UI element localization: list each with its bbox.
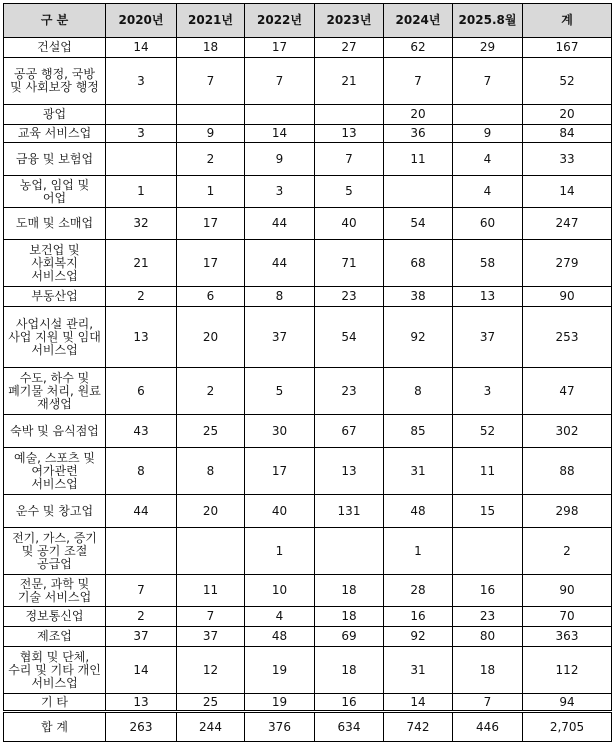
cell-2024: 16	[384, 607, 453, 627]
cell-2023: 23	[315, 368, 384, 415]
row-label: 협회 및 단체, 수리 및 기타 개인 서비스업	[4, 647, 106, 694]
cell-2022: 17	[245, 448, 315, 495]
cell-2023: 71	[315, 240, 384, 287]
table-row	[4, 307, 612, 368]
total-cell-2021: 244	[177, 712, 245, 742]
cell-2022: 10	[245, 575, 315, 607]
cell-total: 298	[523, 495, 612, 528]
row-label: 사업시설 관리, 사업 지원 및 임대 서비스업	[4, 307, 106, 368]
cell-2021	[177, 528, 245, 575]
cell-2021: 20	[177, 495, 245, 528]
industry-year-table	[3, 3, 612, 742]
row-label: 농업, 임업 및 어업	[4, 176, 106, 208]
cell-2020: 13	[106, 694, 177, 712]
cell-2022	[245, 105, 315, 125]
cell-2021: 7	[177, 607, 245, 627]
cell-total: 88	[523, 448, 612, 495]
cell-2020: 21	[106, 240, 177, 287]
cell-2025-aug: 29	[453, 38, 523, 58]
cell-2020: 37	[106, 627, 177, 647]
cell-2024: 31	[384, 647, 453, 694]
row-label: 전문, 과학 및 기술 서비스업	[4, 575, 106, 607]
row-label: 전기, 가스, 증기 및 공기 조절 공급업	[4, 528, 106, 575]
cell-2021: 17	[177, 208, 245, 240]
row-label: 교육 서비스업	[4, 125, 106, 143]
table-row	[4, 448, 612, 495]
cell-2022: 4	[245, 607, 315, 627]
cell-total: 20	[523, 105, 612, 125]
cell-2020: 6	[106, 368, 177, 415]
cell-2023: 27	[315, 38, 384, 58]
cell-2022: 3	[245, 176, 315, 208]
cell-total: 247	[523, 208, 612, 240]
cell-total: 47	[523, 368, 612, 415]
cell-2023: 13	[315, 125, 384, 143]
cell-total: 2	[523, 528, 612, 575]
cell-2025-aug: 7	[453, 694, 523, 712]
row-label: 운수 및 창고업	[4, 495, 106, 528]
cell-2024: 7	[384, 58, 453, 105]
header-row	[4, 4, 612, 38]
cell-2024	[384, 176, 453, 208]
cell-2025-aug: 15	[453, 495, 523, 528]
header-category: 구 분	[4, 4, 106, 38]
cell-2025-aug	[453, 528, 523, 575]
cell-2022: 1	[245, 528, 315, 575]
total-row	[4, 712, 612, 742]
cell-2024: 20	[384, 105, 453, 125]
cell-2025-aug: 4	[453, 176, 523, 208]
cell-2020: 2	[106, 287, 177, 307]
cell-2024: 92	[384, 627, 453, 647]
header-2025-aug: 2025.8월	[453, 4, 523, 38]
cell-2020: 14	[106, 38, 177, 58]
cell-2023: 67	[315, 415, 384, 448]
table-row	[4, 240, 612, 287]
cell-2021: 2	[177, 143, 245, 176]
cell-total: 33	[523, 143, 612, 176]
cell-2021: 25	[177, 415, 245, 448]
header-2020: 2020년	[106, 4, 177, 38]
cell-2023: 21	[315, 58, 384, 105]
header-total: 계	[523, 4, 612, 38]
cell-total: 279	[523, 240, 612, 287]
cell-2024: 11	[384, 143, 453, 176]
cell-2021: 9	[177, 125, 245, 143]
header-2023: 2023년	[315, 4, 384, 38]
table-row	[4, 627, 612, 647]
cell-2025-aug: 4	[453, 143, 523, 176]
cell-2022: 44	[245, 240, 315, 287]
cell-2021: 8	[177, 448, 245, 495]
cell-total: 90	[523, 287, 612, 307]
cell-2022: 30	[245, 415, 315, 448]
cell-total: 167	[523, 38, 612, 58]
cell-total: 70	[523, 607, 612, 627]
table-row	[4, 125, 612, 143]
table-row	[4, 105, 612, 125]
cell-2020: 14	[106, 647, 177, 694]
cell-2023: 13	[315, 448, 384, 495]
table-body	[4, 38, 612, 742]
row-label: 수도, 하수 및 폐기물 처리, 원료 재생업	[4, 368, 106, 415]
cell-2024: 38	[384, 287, 453, 307]
cell-2024: 68	[384, 240, 453, 287]
cell-2023	[315, 105, 384, 125]
table-row	[4, 575, 612, 607]
cell-2021: 11	[177, 575, 245, 607]
table-row	[4, 368, 612, 415]
row-label: 정보통신업	[4, 607, 106, 627]
cell-2023: 40	[315, 208, 384, 240]
cell-2025-aug: 58	[453, 240, 523, 287]
cell-2023: 69	[315, 627, 384, 647]
cell-2021: 2	[177, 368, 245, 415]
cell-2021: 12	[177, 647, 245, 694]
cell-2024: 85	[384, 415, 453, 448]
cell-2023: 5	[315, 176, 384, 208]
table-row	[4, 694, 612, 712]
cell-2021: 1	[177, 176, 245, 208]
cell-2023: 23	[315, 287, 384, 307]
table-row	[4, 143, 612, 176]
cell-total: 84	[523, 125, 612, 143]
cell-total: 112	[523, 647, 612, 694]
row-label: 도매 및 소매업	[4, 208, 106, 240]
cell-2022: 14	[245, 125, 315, 143]
cell-2024: 36	[384, 125, 453, 143]
cell-2025-aug: 80	[453, 627, 523, 647]
cell-2022: 48	[245, 627, 315, 647]
cell-2021: 20	[177, 307, 245, 368]
cell-2025-aug: 60	[453, 208, 523, 240]
cell-2022: 19	[245, 647, 315, 694]
table-row	[4, 58, 612, 105]
total-cell-2025-aug: 446	[453, 712, 523, 742]
cell-2024: 1	[384, 528, 453, 575]
cell-2020: 32	[106, 208, 177, 240]
cell-2022: 17	[245, 38, 315, 58]
cell-2022: 7	[245, 58, 315, 105]
cell-2022: 37	[245, 307, 315, 368]
cell-2021: 25	[177, 694, 245, 712]
cell-2023: 16	[315, 694, 384, 712]
cell-2025-aug: 9	[453, 125, 523, 143]
cell-2021: 7	[177, 58, 245, 105]
cell-2020	[106, 143, 177, 176]
cell-2022: 44	[245, 208, 315, 240]
cell-total: 94	[523, 694, 612, 712]
cell-2022: 19	[245, 694, 315, 712]
cell-2020: 3	[106, 125, 177, 143]
cell-2020	[106, 528, 177, 575]
total-cell-2022: 376	[245, 712, 315, 742]
cell-2023: 18	[315, 607, 384, 627]
row-label: 예술, 스포츠 및 여가관련 서비스업	[4, 448, 106, 495]
total-cell-2020: 263	[106, 712, 177, 742]
cell-2020: 2	[106, 607, 177, 627]
cell-2022: 9	[245, 143, 315, 176]
cell-total: 14	[523, 176, 612, 208]
total-cell-2023: 634	[315, 712, 384, 742]
cell-2022: 8	[245, 287, 315, 307]
cell-2020: 13	[106, 307, 177, 368]
row-label: 숙박 및 음식점업	[4, 415, 106, 448]
cell-2020: 8	[106, 448, 177, 495]
cell-2021	[177, 105, 245, 125]
cell-2024: 92	[384, 307, 453, 368]
cell-2024: 54	[384, 208, 453, 240]
cell-2024: 62	[384, 38, 453, 58]
cell-2020: 3	[106, 58, 177, 105]
cell-2020: 44	[106, 495, 177, 528]
table-row	[4, 208, 612, 240]
cell-2025-aug: 16	[453, 575, 523, 607]
cell-2024: 28	[384, 575, 453, 607]
cell-total: 363	[523, 627, 612, 647]
cell-2023: 18	[315, 647, 384, 694]
cell-total: 253	[523, 307, 612, 368]
row-label: 보건업 및 사회복지 서비스업	[4, 240, 106, 287]
row-label: 공공 행정, 국방 및 사회보장 행정	[4, 58, 106, 105]
cell-2021: 6	[177, 287, 245, 307]
cell-2024: 31	[384, 448, 453, 495]
cell-2024: 8	[384, 368, 453, 415]
cell-2025-aug: 7	[453, 58, 523, 105]
table-row	[4, 528, 612, 575]
table-row	[4, 415, 612, 448]
cell-total: 90	[523, 575, 612, 607]
cell-2022: 40	[245, 495, 315, 528]
cell-2020: 7	[106, 575, 177, 607]
stats-table-container	[3, 3, 612, 742]
cell-2023: 18	[315, 575, 384, 607]
cell-2024: 14	[384, 694, 453, 712]
cell-2023	[315, 528, 384, 575]
cell-2024: 48	[384, 495, 453, 528]
cell-2025-aug: 52	[453, 415, 523, 448]
cell-2025-aug: 37	[453, 307, 523, 368]
row-label: 부동산업	[4, 287, 106, 307]
row-label: 제조업	[4, 627, 106, 647]
table-row	[4, 495, 612, 528]
cell-2020: 43	[106, 415, 177, 448]
table-row	[4, 647, 612, 694]
cell-2023: 131	[315, 495, 384, 528]
cell-2022: 5	[245, 368, 315, 415]
row-label: 광업	[4, 105, 106, 125]
row-label: 건설업	[4, 38, 106, 58]
table-row	[4, 287, 612, 307]
header-2022: 2022년	[245, 4, 315, 38]
table-row	[4, 607, 612, 627]
cell-2025-aug: 23	[453, 607, 523, 627]
cell-2025-aug	[453, 105, 523, 125]
total-cell-2024: 742	[384, 712, 453, 742]
cell-2020	[106, 105, 177, 125]
header-2024: 2024년	[384, 4, 453, 38]
row-label: 기 타	[4, 694, 106, 712]
cell-total: 302	[523, 415, 612, 448]
row-label: 금융 및 보험업	[4, 143, 106, 176]
cell-2023: 7	[315, 143, 384, 176]
cell-2021: 37	[177, 627, 245, 647]
cell-2021: 18	[177, 38, 245, 58]
cell-2025-aug: 18	[453, 647, 523, 694]
cell-2025-aug: 11	[453, 448, 523, 495]
total-cell-total: 2,705	[523, 712, 612, 742]
cell-total: 52	[523, 58, 612, 105]
cell-2025-aug: 13	[453, 287, 523, 307]
cell-2023: 54	[315, 307, 384, 368]
table-row	[4, 38, 612, 58]
header-2021: 2021년	[177, 4, 245, 38]
cell-2021: 17	[177, 240, 245, 287]
total-label: 합 계	[4, 712, 106, 742]
cell-2020: 1	[106, 176, 177, 208]
table-row	[4, 176, 612, 208]
cell-2025-aug: 3	[453, 368, 523, 415]
